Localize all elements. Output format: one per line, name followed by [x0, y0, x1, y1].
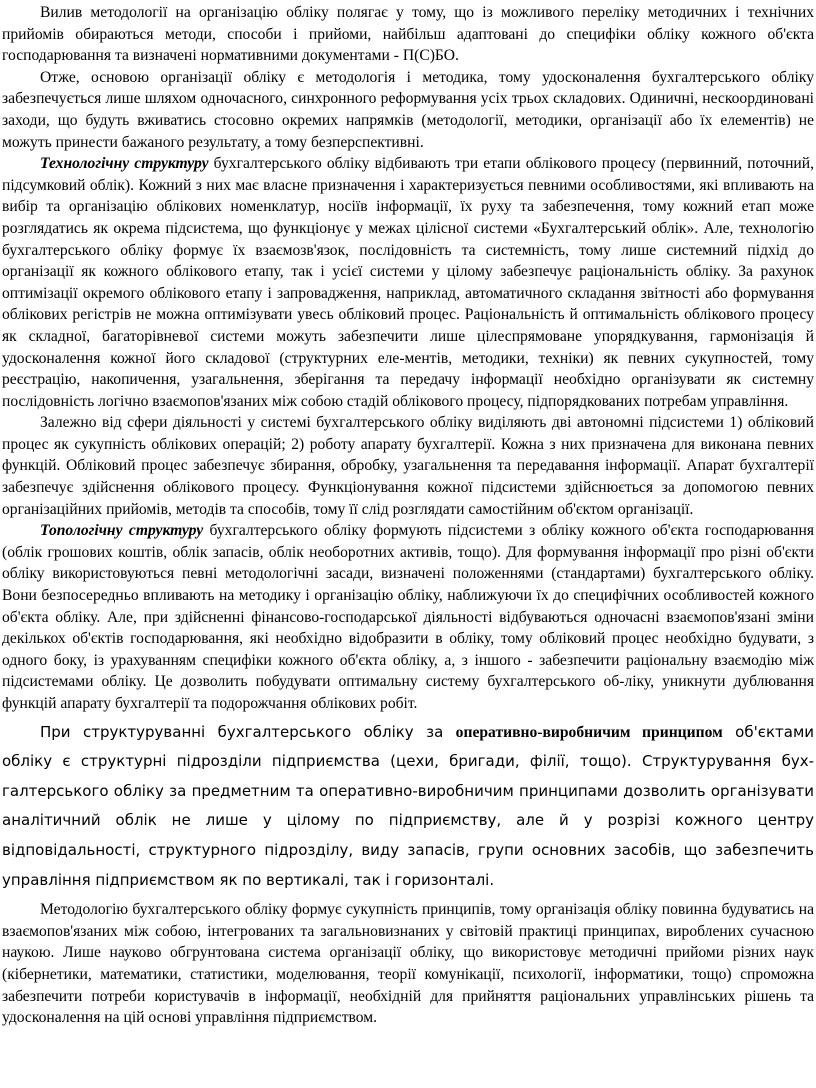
paragraph-subsystems	[2, 412, 814, 520]
paragraph-text: Методологію бухгалтерського обліку формує сукупність принципів, тому організація обліку повинна будуватись на взаємопов'язаних між собою, інтегрованих та загальновизнаних у світовій практиці принципах, вироблених сучасною наукою. Лише науково обгрунтована система організації обліку, що використовує методичні прийоми різних наук (кібернетики, математики, статистики, моделювання, теорії комунікації, психології, інформатики, тощо) спроможна забезпечити потреби користувачів в інформації, необхідній для прийняття раціональних управлінських рішень та удосконалення на цій основі управління підприємством.	[2, 901, 814, 1027]
paragraph-topological-structure	[2, 520, 814, 714]
term-technological-structure: Технологічну структуру	[40, 155, 209, 173]
paragraph-methodology-influence	[2, 2, 814, 67]
paragraph-principles	[2, 899, 814, 1029]
paragraph-text: Залежно від сфери діяльності у системі бухгалтерського обліку виділяють дві автономні підсистеми 1) обліковий процес як сукупність облікових операцій; 2) роботу апарату бухгалтерії. Кожна з них призначена для виконана певних функцій. Обліковий процес забезпечує збирання, обробку, узагальнення та передавання інформації. Апарат бухгалтерії забезпечує здійснення облікового процесу. Функціонування кожної підсистеми здійснюється за допомогою певних організаційних прийомів, методів та способів, тому її слід розглядати самостійним об'єктом організації.	[2, 414, 814, 518]
paragraph-text: бухгалтерського обліку відбивають три етапи облікового процесу (первинний, поточний, підсумковий облік). Кожний з них має власне призначення і характеризується певними особливостями, які впливають на вибір та організацію облікових номенклатур, носіїв інформації, їх руху та забезпечення, тому кожний етап може розглядатись як окрема підсистема, що функціонує у межах цілісної системи «Бухгалтерський облік». Але, технологію бухгалтерського обліку формує їх взаємозв'язок, послідовність та системність, тому лише системний підхід до організації як кожного облікового етапу, так і усієї системи у цілому забезпечує раціональність обліку. За рахунок оптимізації окремого облікового етапу і запровадження, наприклад, автоматичного складання звітності або формування облікових регістрів не можна оптимізувати увесь обліковий процес. Раціональність й оптимальність облікового процесу як складної, багаторівневої системи можуть забезпечити лише цілеспрямоване упорядкування, гармонізація й удосконалення кожної його складової (структурних еле-ментів, методики, техніки) як певних сукупностей, тому реєстрацію, накопичення, узагальнення, зберігання та передачу інформації необхідно організувати як системну послідовність логічно взаємопов'язаних між собою стадій облікового процесу, підпорядкованих потребам управління.	[2, 155, 814, 410]
paragraph-text: При структуруванні бухгалтерського обліку за	[40, 722, 456, 741]
paragraph-reform	[2, 67, 814, 153]
paragraph-text: Отже, основою організації обліку є методологія і методика, тому удосконалення бухгалтерського обліку забезпечується лише шляхом одночасного, синхронного реформування усіх трьох складових. Одиничні, нескоординовані заходи, що будуть вживатись стосовно окремих напрямків (методології, методики, організації або їх елементів) не можуть принести бажаного результату, а тому безперспективні.	[2, 68, 814, 151]
paragraph-technological-structure	[2, 153, 814, 412]
paragraph-text: об'єктами обліку є структурні підрозділи підприємства (цехи, бригади, філії, тощо). Структурування бух-галтерського обліку за предметним та оперативно-виробничим принципами дозволить організувати аналітичний облік не лише у цілому по підприємству, але й у розрізі кожного центру відповідальності, структурного підрозділу, виду запасів, групи основних засобів, що забезпечить управління підприємством як по вертикалі, так і горизонталі.	[2, 722, 815, 889]
paragraph-operational-principle	[2, 718, 814, 896]
term-operational-principle: оперативно-виробничим принципом	[455, 723, 723, 741]
paragraph-text: Вилив методології на організацію обліку полягає у тому, що із можливого переліку методичних і технічних прийомів обираються методи, способи і прийоми, найбільш адаптовані до специфіки обліку кожного об'єкта господарювання та визначені нормативними документами - П(С)БО.	[2, 4, 814, 65]
paragraph-text: бухгалтерського обліку формують підсистеми з обліку кожного об'єкта господарювання (облік грошових коштів, облік запасів, облік необоротних активів, тощо). Для формування інформації про різні об'єкти обліку використовуються певні методологічні засади, визначені положеннями (стандартами) бухгалтерського обліку. Вони безпосередньо впливають на методику і організацію обліку, наближуючи їх до специфічних особливостей кожного об'єкта обліку. Але, при здійсненні фінансово-господарської діяльності відбуваються одночасні взаємопов'язані зміни декількох об'єктів господарювання, які необхідно відобразити в обліку, тому обліковий процес необхідно будувати, з одного боку, із урахуванням специфіки кожного об'єкта обліку, а, з іншого - забезпечити раціональну взаємодію між підсистемами обліку. Це дозволить побудувати оптимальну систему бухгалтерського об-ліку, уникнути дублювання функцій апарату бухгалтерії та подорожчання облікових робіт.	[2, 522, 814, 712]
term-topological-structure: Топологічну структуру	[40, 522, 204, 540]
